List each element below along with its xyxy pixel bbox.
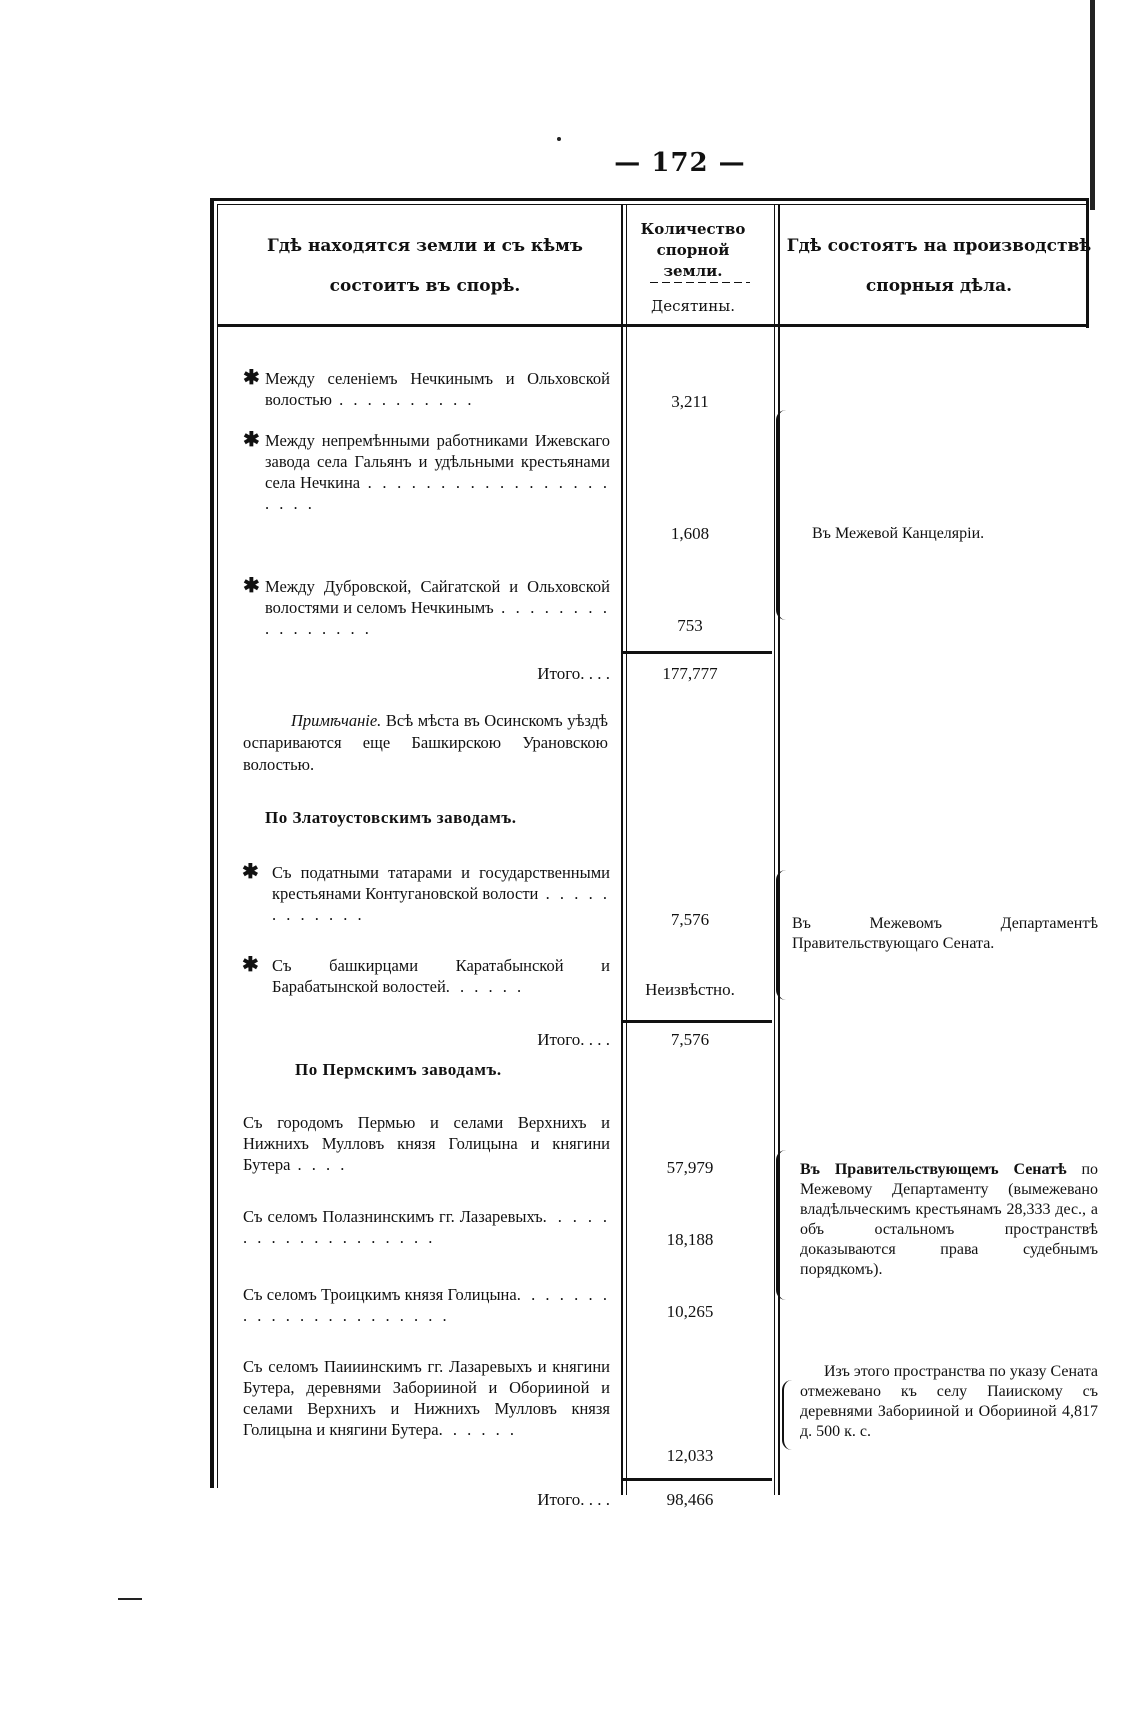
- leader-dots: . . . . . .: [445, 977, 525, 996]
- section-heading: По Пермскимъ заводамъ.: [295, 1060, 502, 1079]
- total-label: Итого. . . .: [537, 1490, 610, 1509]
- header-col3-line2: спорныя дѣла.: [865, 276, 1013, 296]
- remark-text: Въ Межевомъ Департаментѣ Правительствующаго Сената.: [792, 915, 1098, 952]
- column-separator-2: [774, 205, 775, 1495]
- leader-dots: . . . . . .: [438, 1420, 517, 1439]
- total-rule: [622, 651, 772, 654]
- table-top-border: [210, 198, 1088, 201]
- brace-bracket: [776, 1150, 792, 1300]
- remark-text: [800, 1160, 1098, 1280]
- header-col1-line2: состоитъ въ спорѣ.: [329, 276, 521, 296]
- unit-rule: [650, 282, 750, 283]
- total-rule: [622, 1478, 772, 1481]
- list-item: [243, 367, 610, 410]
- leader-dots: . . . . . . . . . .: [332, 390, 475, 409]
- leader-dots: . . . . . . . . . . . . . . . .: [265, 598, 610, 638]
- header-col2-unit: Десятины.: [651, 297, 735, 315]
- total-label: Итого. . . .: [537, 664, 610, 683]
- asterisk-icon: ✱: [243, 367, 260, 389]
- total-label: Итого. . . .: [537, 1030, 610, 1049]
- entry-text: Съ селомъ Полазнинскимъ гг. Лазаревыхъ: [243, 1207, 543, 1226]
- entry-text: Между селеніемъ Нечкинымъ и Ольховской волостью: [265, 369, 610, 409]
- note-paragraph: [243, 710, 608, 776]
- total-value: 177,777: [662, 664, 718, 683]
- total-value: 7,576: [670, 1030, 710, 1049]
- print-mark: [118, 1598, 142, 1600]
- header-col3-line1: Гдѣ состоятъ на производствѣ: [786, 236, 1092, 256]
- list-item: [243, 1356, 610, 1440]
- section-heading: По Златоустовскимъ заводамъ.: [265, 808, 517, 827]
- page-number: — 172 —: [614, 148, 746, 178]
- leader-dots: . . . . . . . . . . . . . . . . . . . . . .: [243, 1285, 610, 1325]
- entry-text: Съ селомъ Паииинскимъ гг. Лазаревыхъ и княгини Бутера, деревнями Заборииной и Оборииной и селами Верхнихъ и Нижнихъ Мулловъ князя Голицына и княгини Бутера: [243, 1357, 610, 1439]
- remark-text: Изъ этого пространства по указу Сената отмежевано къ селу Паиискому съ деревнями Заборииной и Оборииной 4,817 д. 500 к. с.: [800, 1363, 1098, 1440]
- quantity-value: 3,211: [671, 392, 709, 411]
- header-col2-title: Количество спорной земли.: [640, 220, 746, 280]
- entry-text: Съ башкирцами Каратабынской и Барабатынской волостей: [272, 956, 610, 996]
- quantity-value: 57,979: [666, 1158, 714, 1177]
- asterisk-icon: ✱: [243, 429, 260, 451]
- note-label: Примѣчаніе.: [291, 711, 382, 730]
- list-item: [243, 575, 610, 639]
- entry-text: Между Дубровской, Сайгатской и Ольховской волостями и селомъ Нечкинымъ: [265, 577, 610, 617]
- list-item: [242, 954, 610, 997]
- remark-bold-text: Въ Правительствующемъ Сенатѣ: [800, 1161, 1067, 1178]
- table-top-border-inner: [217, 204, 1088, 205]
- asterisk-icon: ✱: [242, 861, 259, 883]
- list-item: [243, 1284, 610, 1326]
- quantity-value: 12,033: [666, 1446, 714, 1465]
- list-item: [243, 1206, 610, 1248]
- quantity-value: 7,576: [670, 910, 710, 929]
- total-value: 98,466: [666, 1490, 714, 1509]
- list-item: [243, 429, 610, 514]
- quantity-value: 1,608: [670, 524, 710, 543]
- asterisk-icon: ✱: [242, 954, 259, 976]
- entry-text: Съ податными татарами и государственными крестьянами Контугановской волости: [272, 863, 610, 903]
- leader-dots: . . . . . . . . . . . . . . . . . . .: [243, 1207, 610, 1247]
- column-separator-2b: [778, 205, 780, 1495]
- list-item: [242, 861, 611, 925]
- leader-dots: . . . . . . . . . . . .: [272, 884, 611, 924]
- remark-text: Въ Межевой Канцеляріи.: [812, 525, 985, 542]
- quantity-value: 753: [677, 616, 703, 635]
- note-text: Всѣ мѣста въ Осинскомъ уѣздѣ оспариваются еще Башкирскою Урановскою волостью.: [243, 711, 608, 774]
- header-col1-line1: Гдѣ находятся земли и съ кѣмъ: [267, 236, 583, 256]
- print-mark: [1090, 0, 1095, 210]
- entry-text: Съ городомъ Пермью и селами Верхнихъ и Нижнихъ Мулловъ князя Голицына и княгини Бутера: [243, 1113, 610, 1174]
- asterisk-icon: ✱: [243, 575, 260, 597]
- leader-dots: . . . .: [290, 1155, 348, 1174]
- list-item: [243, 1112, 610, 1175]
- brace-bracket: [782, 1380, 798, 1450]
- entry-text: Съ селомъ Троицкимъ князя Голицына: [243, 1285, 517, 1304]
- header-rule: [217, 324, 1088, 327]
- table-left-border: [210, 198, 214, 1488]
- quantity-value: Неизвѣстно.: [645, 980, 735, 999]
- brace-bracket: [776, 410, 792, 620]
- quantity-value: 10,265: [666, 1302, 714, 1321]
- quantity-value: 18,188: [666, 1230, 714, 1249]
- leader-dots: . . . . . . . . . . . . . . . . . . . . .: [265, 473, 610, 513]
- print-mark: [557, 137, 561, 141]
- brace-bracket: [776, 870, 792, 1000]
- table-left-border-inner: [217, 205, 218, 1488]
- entry-text: Между непремѣнными работниками Ижевскаго завода села Гальянъ и удѣльными крестьянами села Нечкина: [265, 431, 610, 492]
- remark-body-text: по Межевому Департаменту (вымежевано владѣльческимъ крестьянамъ 28,333 дес., а объ остальномъ пространствѣ доказываются права судебнымъ порядкомъ).: [800, 1161, 1099, 1278]
- total-rule: [622, 1020, 772, 1023]
